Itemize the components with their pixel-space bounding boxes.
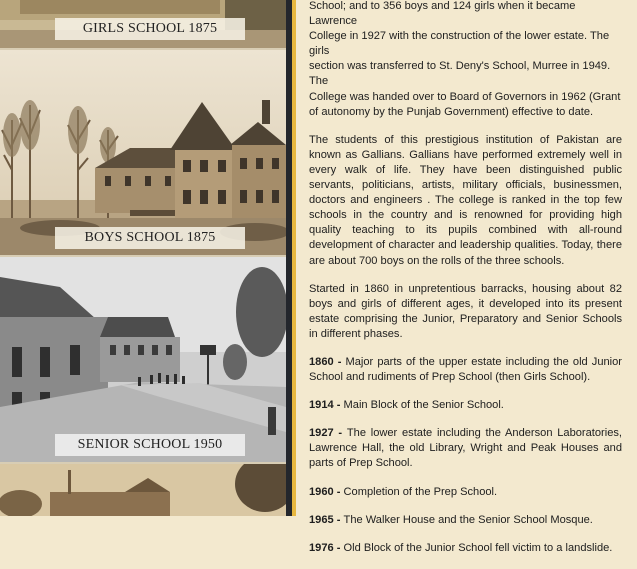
intro-paragraph: School; and to 356 boys and 124 girls when it became Lawrence College in 1927 with the construction of the lower estate. The girls section was transferred to St. Deny's School, Murree in 1949. The College was handed over to Board of Governors in 1962 (Grant of autonomy by the Punjab Government) effective to date.: [309, 0, 621, 118]
senior-school-photo: [0, 257, 286, 462]
gallians-paragraph: The students of this prestigious institution of Pakistan are known as Gallians. Gallians have performed extremely well in every walk of life. They have been distinguished public servants, politicians, artists, military officials, businessmen, doctors and engineers . The college is ranked in the top few schools in the country and is renowned for providing high quality teaching to its pupils combined with all-round development of character and leadership qualities. Today, there are about 700 boys on the rolls of the three schools.: [309, 133, 622, 267]
timeline-item: 1927 - The lower estate including the Anderson Laboratories, Lawrence Hall, the old Library, Wright and Peak Houses and parts of Prep School.: [309, 427, 623, 470]
started-paragraph: Started in 1860 in unpretentious barracks, housing about 82 boys and girls of different ages, it developed into its present estate comprising the Junior, Preparatory and Senior Schools in different phases.: [309, 282, 622, 340]
timeline-item: 1976 - Old Block of the Junior School fell victim to a landslide.: [309, 541, 613, 554]
timeline-item: 1914 - Main Block of the Senior School.: [309, 399, 504, 412]
timeline-item: 1860 - Major parts of the upper estate including the old Junior School and rudiments of Prep School (then Girls School).: [309, 355, 622, 384]
senior-school-caption: SENIOR SCHOOL 1950: [55, 434, 245, 456]
boys-school-caption: BOYS SCHOOL 1875: [55, 227, 245, 249]
timeline-item: 1960 - Completion of the Prep School.: [309, 485, 498, 498]
junior-school-photo: [0, 464, 286, 516]
photo-column: [0, 0, 286, 516]
boys-school-photo: [0, 50, 286, 255]
accent-stripe: [292, 0, 296, 516]
timeline-item: 1965 - The Walker House and the Senior School Mosque.: [309, 513, 593, 526]
girls-school-photo: [0, 0, 286, 48]
girls-school-caption: GIRLS SCHOOL 1875: [55, 18, 245, 40]
history-text: [309, 0, 622, 569]
